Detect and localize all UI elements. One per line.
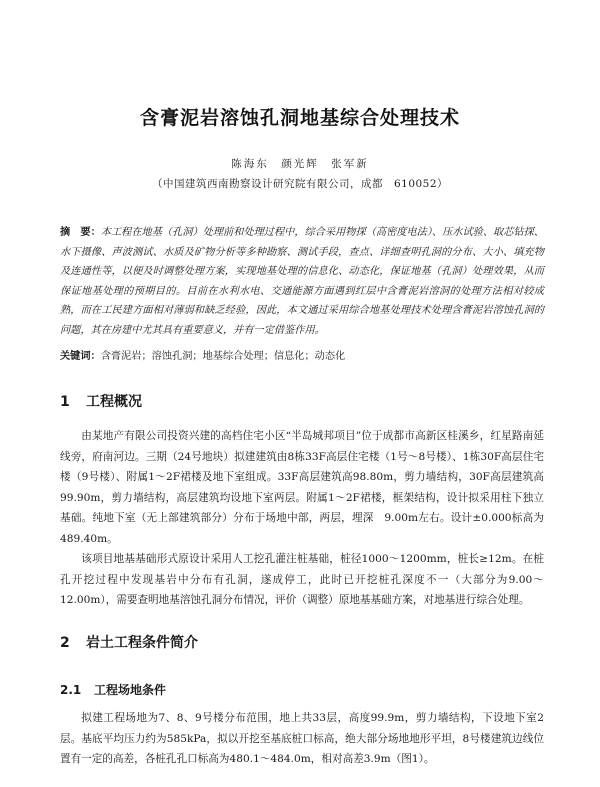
keywords: [60, 347, 544, 366]
section-2-heading: [60, 632, 198, 652]
section-2-title: 岩土工程条件简介: [86, 635, 198, 651]
section-1-number: 1: [60, 394, 70, 410]
section-1-paragraph-2: 该项目地基基础形式原设计采用人工挖孔灌注桩基础，桩径1000～1200mm，桩长≥12m。在桩孔开挖过程中发现基岩中分布有孔洞，遂成停工，此时已开挖桩孔深度不一（大部分为9.00～12.00m），需要查明地基溶蚀孔洞分布情况，评价（调整）原地基基础方案，对地基进行综合处理。: [60, 553, 544, 606]
section-1-heading: [60, 391, 142, 411]
section-2-1-body: [60, 708, 544, 770]
author-list: 陈海东 颜光辉 张军新: [231, 158, 369, 170]
section-2-1-paragraph-1: 拟建工程场地为7、8、9号楼分布范围，地上共33层，高度99.9m，剪力墙结构，下设地下室2层。基底平均压力约为585kPa，拟以开挖至基底桩口标高，绝大部分场地地形平坦，8号楼建筑边线位置有一定的高差，各桩孔孔口标高为480.1～484.0m，相对高差3.9m（图1）。: [60, 712, 544, 765]
section-1-title: 工程概况: [86, 394, 142, 410]
paper-title: 含膏泥岩溶蚀孔洞地基综合处理技术: [139, 107, 460, 129]
section-1-paragraph-1: 由某地产有限公司投资兴建的高档住宅小区“半岛城邦项目”位于成都市高新区桂溪乡，红星路南延线旁，府南河边。三期（24号地块）拟建建筑由8栋33F高层住宅楼（1号～8号楼）、1栋30F高层住宅楼（9号楼）、附属1～2F裙楼及地下室组成。33F高层建筑高98.80m，剪力墙结构，30F高层建筑高99.90m，剪力墙结构，高层建筑均设地下室两层。附属1～2F裙楼，框架结构，设计拟采用柱下独立基础。纯地下室（无上部建筑部分）分布于场地中部，两层，埋深 9.00m左右。设计±0.000标高为489.40m。: [60, 430, 544, 545]
section-2-1-heading: [60, 681, 166, 698]
section-1-body: [60, 426, 544, 611]
section-2-1-number: 2.1: [60, 683, 82, 697]
abstract: [60, 223, 544, 341]
abstract-text: 本工程在地基（孔洞）处理前和处理过程中，综合采用物探（高密度电法）、压水试验、取芯钻探、水下摄像、声波测试、水质及矿物分析等多种勘察、测试手段，查点、详细查明孔洞的分布、大小、填充物及连通性等，以便及时调整处理方案，实现地基处理的信息化、动态化，保证地基（孔洞）处理效果，从而保证地基处理的预期目的。目前在水利水电、交通能源方面遇到红层中含膏泥岩溶洞的处理方法相对较成熟，而在工民建方面相对薄弱和缺乏经验，因此，本文通过采用综合地基处理技术处理含膏泥岩溶蚀孔洞的问题，其在房建中尤其具有重要意义，并有一定借鉴作用。: [60, 227, 544, 336]
abstract-label: 摘 要：: [60, 226, 101, 238]
section-2-number: 2: [60, 635, 70, 651]
keywords-label: 关键词：: [60, 350, 101, 362]
section-2-1-title: 工程场地条件: [94, 683, 167, 697]
keywords-text: 含膏泥岩；溶蚀孔洞；地基综合处理；信息化；动态化: [100, 351, 346, 362]
author-affiliation: （中国建筑西南勘察设计研究院有限公司，成都 610052）: [151, 178, 449, 190]
